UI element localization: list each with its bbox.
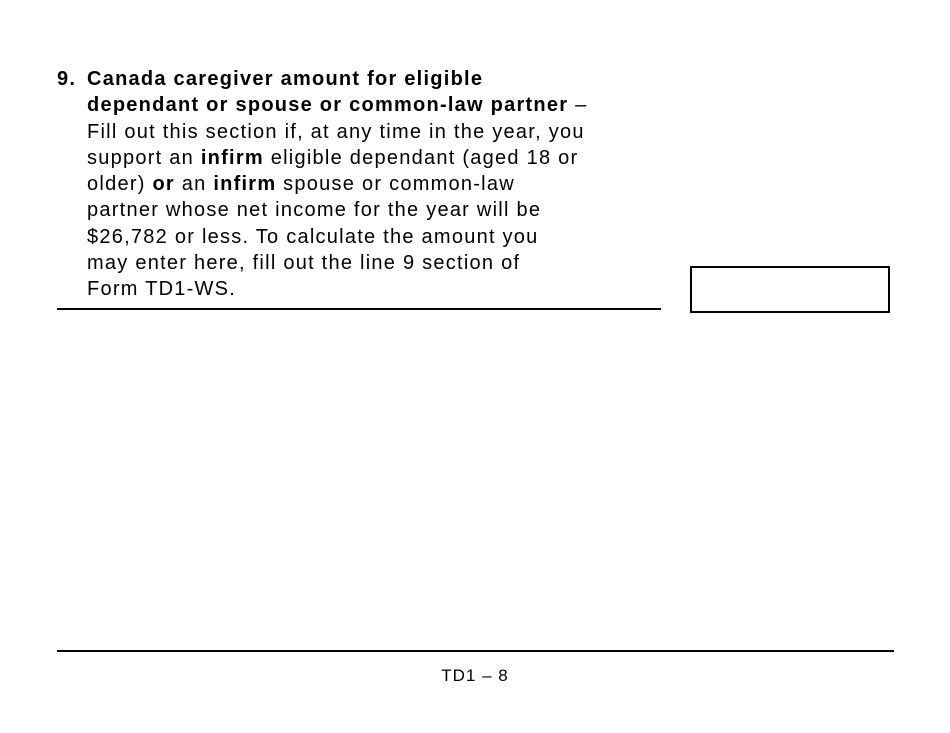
section-title-line-1: Canada caregiver amount for eligible — [87, 68, 484, 90]
section-text-line: older) or an infirm spouse or common-law — [87, 173, 515, 196]
section-divider — [57, 308, 661, 310]
section-text-line: support an infirm eligible dependant (aged 18 or — [87, 146, 579, 169]
page-number: TD1 – 8 — [441, 666, 509, 685]
section-text-line: may enter here, fill out the line 9 section of — [87, 252, 521, 275]
emphasis-or: or — [152, 173, 175, 196]
footer-divider — [57, 650, 894, 652]
section-title-line-2: dependant or spouse or common-law partner – — [87, 94, 588, 117]
emphasis-infirm: infirm — [200, 146, 264, 169]
section-text — [87, 66, 663, 303]
section-number: 9. — [57, 68, 77, 90]
section-9 — [57, 66, 663, 303]
section-text-line: Form TD1-WS. — [87, 278, 237, 301]
emphasis-infirm: infirm — [213, 173, 277, 196]
section-text-line: $26,782 or less. To calculate the amount you — [87, 225, 539, 248]
section-text-line: Fill out this section if, at any time in the year, you — [87, 120, 585, 143]
amount-input-box[interactable] — [690, 266, 890, 313]
section-text-line: partner whose net income for the year will be — [87, 199, 542, 222]
